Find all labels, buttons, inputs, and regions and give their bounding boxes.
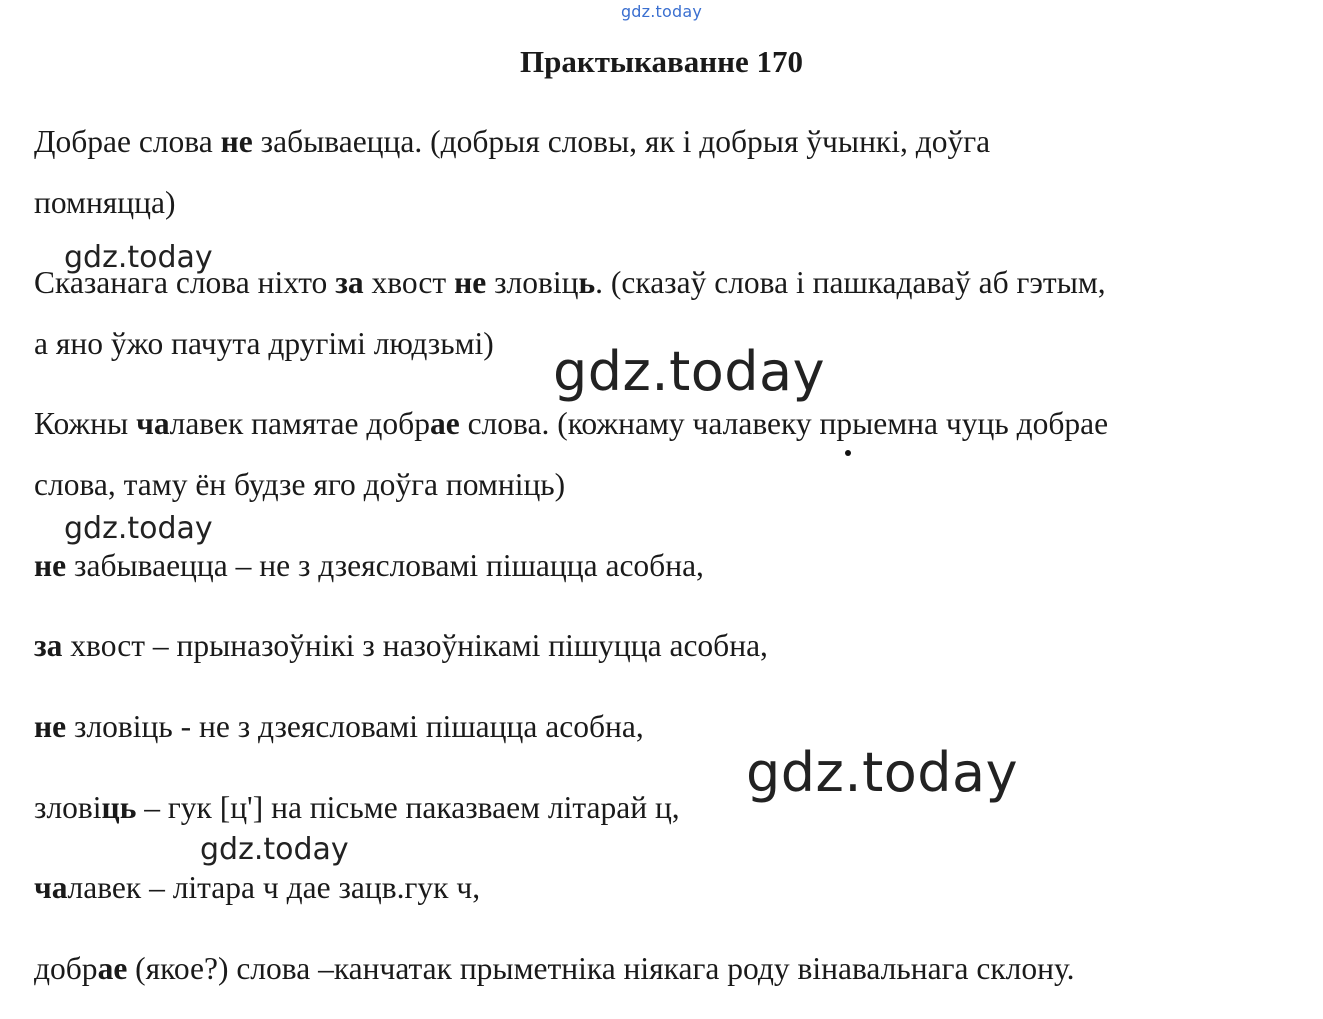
watermark: gdz.today	[64, 240, 213, 275]
top-watermark: gdz.today	[620, 2, 703, 21]
text-line-10	[34, 790, 680, 826]
stray-dot	[845, 450, 851, 456]
bold-segment: ь	[578, 265, 596, 300]
text-segment: зловіць - не з дзеясловамі пішацца асобна,	[66, 709, 644, 744]
text-line-7	[34, 548, 704, 584]
text-line-6	[34, 467, 565, 503]
bold-segment: ць	[101, 790, 137, 825]
text-line-12	[34, 951, 1074, 987]
text-segment: лавек памятае добр	[169, 406, 430, 441]
text-segment: помняцца)	[34, 185, 176, 220]
text-segment: злові	[34, 790, 102, 825]
watermark: gdz.today	[553, 340, 826, 403]
text-segment: Кожны	[34, 406, 137, 441]
bold-segment: ае	[97, 951, 128, 986]
bold-segment: за	[34, 628, 63, 663]
text-line-8	[34, 628, 768, 664]
text-segment: а яно ўжо пачута другімі людзьмі)	[34, 326, 494, 361]
bold-segment: не	[34, 548, 67, 583]
text-line-11	[34, 870, 480, 906]
text-segment: слова. (кожнаму чалавеку прыемна чуць добрае	[459, 406, 1109, 441]
text-segment: лавек – літара ч дае зацв.гук ч,	[67, 870, 481, 905]
text-segment: (якое?) слова –канчатак прыметніка ніякага роду вінавальнага склону.	[127, 951, 1075, 986]
bold-segment: ча	[136, 406, 170, 441]
text-segment: забываецца – не з дзеясловамі пішацца асобна,	[66, 548, 704, 583]
text-segment: слова, таму ён будзе яго доўга помніць)	[34, 467, 566, 502]
bold-segment: за	[335, 265, 364, 300]
text-line-5	[34, 406, 1108, 442]
bold-segment: не	[34, 709, 67, 744]
text-line-9	[34, 709, 644, 745]
bold-segment: не	[454, 265, 487, 300]
text-segment: . (сказаў слова і пашкадаваў аб гэтым,	[595, 265, 1106, 300]
watermark: gdz.today	[64, 511, 213, 546]
text-line-4	[34, 326, 494, 362]
text-line-2	[34, 185, 175, 221]
bold-segment: не	[220, 124, 253, 159]
text-segment: – гук [ц'] на пісьме паказваем літарай ц,	[136, 790, 680, 825]
bold-segment: ае	[429, 406, 460, 441]
text-segment: Добрае слова	[34, 124, 221, 159]
page-title: Практыкаванне 170	[519, 44, 803, 79]
text-line-1	[34, 124, 990, 160]
text-segment: Сказанага слова ніхто	[34, 265, 336, 300]
text-segment: зловіц	[486, 265, 579, 300]
text-segment: добр	[34, 951, 98, 986]
text-segment: забываецца. (добрыя словы, як і добрыя ўчынкі, доўга	[252, 124, 991, 159]
text-line-3	[34, 265, 1106, 301]
text-segment: хвост	[363, 265, 455, 300]
text-segment: хвост – прыназоўнікі з назоўнікамі пішуцца асобна,	[62, 628, 768, 663]
watermark: gdz.today	[746, 741, 1019, 804]
watermark: gdz.today	[200, 832, 349, 867]
bold-segment: ча	[34, 870, 68, 905]
